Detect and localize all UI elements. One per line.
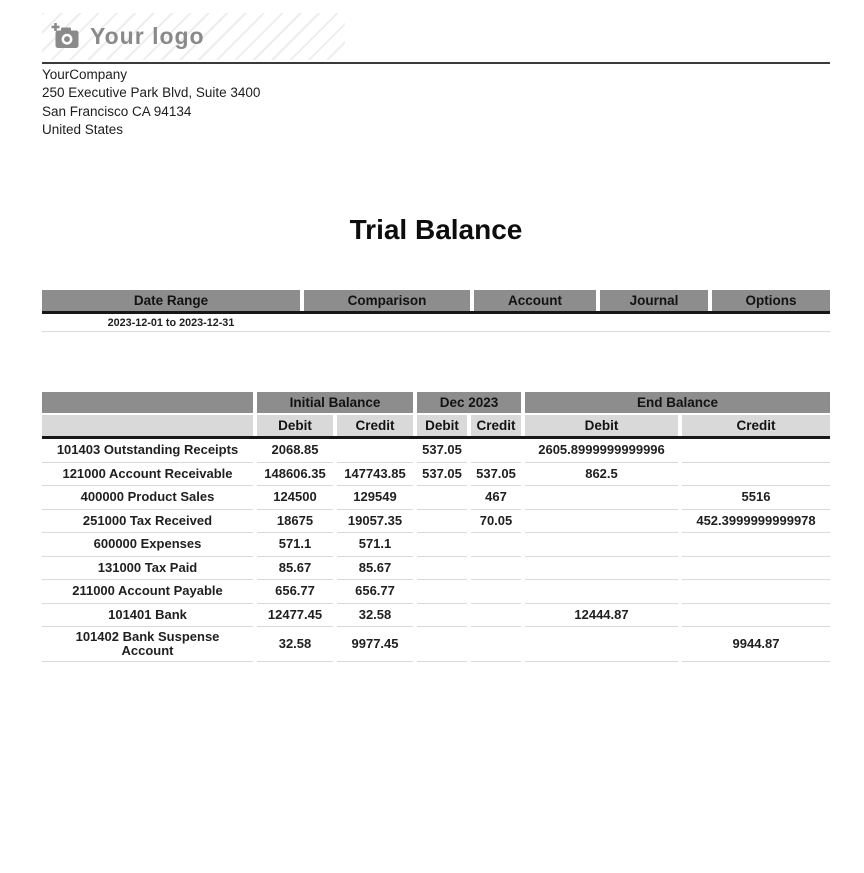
account-name: 600000 Expenses [42,533,253,557]
filters-value-row [42,314,830,331]
dec-debit-value: 537.05 [417,463,467,487]
end-debit-value [525,557,678,581]
company-logo [42,13,345,60]
dec-credit-value [471,580,521,604]
end-credit-value [682,439,830,463]
logo-text: Your logo [90,23,205,49]
dec-credit-value [471,557,521,581]
initial-credit-value: 129549 [337,486,413,510]
filters-header-row [42,290,830,311]
group-initial-balance: Initial Balance [257,392,413,413]
filter-header-options: Options [712,290,830,311]
end-credit-value: 5516 [682,486,830,510]
dec-credit-value: 467 [471,486,521,510]
dec-credit-value [471,604,521,628]
initial-debit-value: 124500 [257,486,333,510]
end-debit-value: 2605.8999999999996 [525,439,678,463]
end-debit-value [525,580,678,604]
initial-debit-value: 85.67 [257,557,333,581]
account-name: 101402 Bank Suspense Account [42,627,253,662]
table-body [42,439,830,662]
company-name: YourCompany [42,67,128,82]
group-dec-2023: Dec 2023 [417,392,521,413]
dec-credit-value: 537.05 [471,463,521,487]
end-debit-value: 12444.87 [525,604,678,628]
table-row [42,439,830,463]
end-credit-value [682,604,830,628]
filter-header-account: Account [474,290,596,311]
account-name: 211000 Account Payable [42,580,253,604]
dec-debit-value [417,627,467,662]
table-row [42,510,830,534]
journal-filter-value [600,314,708,331]
filter-header-date-range: Date Range [42,290,300,311]
account-filter-value [474,314,596,331]
filter-header-comparison: Comparison [304,290,470,311]
initial-credit-value: 147743.85 [337,463,413,487]
initial-credit-value: 9977.45 [337,627,413,662]
dec-debit-value: 537.05 [417,439,467,463]
account-name: 251000 Tax Received [42,510,253,534]
initial-credit-value [337,439,413,463]
end-debit-value [525,510,678,534]
table-row [42,604,830,628]
end-debit-header: Debit [525,415,678,436]
dec-debit-value [417,533,467,557]
initial-debit-value: 148606.35 [257,463,333,487]
dec-credit-value [471,439,521,463]
debit-credit-header-row [42,415,830,436]
filter-header-journal: Journal [600,290,708,311]
account-name: 101401 Bank [42,604,253,628]
company-address [42,66,260,140]
group-end-balance: End Balance [525,392,830,413]
options-filter-value [712,314,830,331]
dec-credit-value [471,627,521,662]
initial-debit-value: 571.1 [257,533,333,557]
account-name: 400000 Product Sales [42,486,253,510]
end-credit-value [682,557,830,581]
initial-credit-value: 32.58 [337,604,413,628]
camera-plus-icon [51,23,81,51]
end-debit-value [525,486,678,510]
address-line: San Francisco CA 94134 [42,103,192,119]
dec-credit-header: Credit [471,415,521,436]
initial-credit-value: 656.77 [337,580,413,604]
table-row [42,486,830,510]
end-credit-value [682,533,830,557]
end-debit-value: 862.5 [525,463,678,487]
end-credit-value: 452.3999999999978 [682,510,830,534]
filters-bottom-rule [42,331,830,332]
account-column-spacer [42,392,253,413]
address-line: 250 Executive Park Blvd, Suite 3400 [42,85,261,101]
account-name: 101403 Outstanding Receipts [42,439,253,463]
column-group-header-row [42,392,830,413]
dec-debit-value [417,510,467,534]
initial-credit-header: Credit [337,415,413,436]
table-row [42,463,830,487]
trial-balance-table [42,392,830,662]
end-debit-value [525,533,678,557]
initial-debit-value: 18675 [257,510,333,534]
initial-credit-value: 571.1 [337,533,413,557]
account-name: 131000 Tax Paid [42,557,253,581]
initial-credit-value: 85.67 [337,557,413,581]
dec-debit-header: Debit [417,415,467,436]
end-credit-value: 9944.87 [682,627,830,662]
dec-debit-value [417,580,467,604]
comparison-value [304,314,470,331]
account-name: 121000 Account Receivable [42,463,253,487]
table-row [42,627,830,662]
initial-debit-value: 2068.85 [257,439,333,463]
date-range-value: 2023-12-01 to 2023-12-31 [107,316,235,329]
header-rule [42,62,830,64]
end-credit-value [682,580,830,604]
table-row [42,533,830,557]
filters-table [42,290,830,332]
initial-debit-header: Debit [257,415,333,436]
dec-credit-value: 70.05 [471,510,521,534]
table-row [42,557,830,581]
initial-debit-value: 656.77 [257,580,333,604]
end-credit-value [682,463,830,487]
address-line: United States [42,122,124,138]
end-credit-header: Credit [682,415,830,436]
page-title: Trial Balance [349,214,523,245]
account-column-spacer [42,415,253,436]
table-row [42,580,830,604]
dec-debit-value [417,604,467,628]
initial-debit-value: 32.58 [257,627,333,662]
dec-debit-value [417,486,467,510]
end-debit-value [525,627,678,662]
dec-debit-value [417,557,467,581]
initial-debit-value: 12477.45 [257,604,333,628]
dec-credit-value [471,533,521,557]
initial-credit-value: 19057.35 [337,510,413,534]
